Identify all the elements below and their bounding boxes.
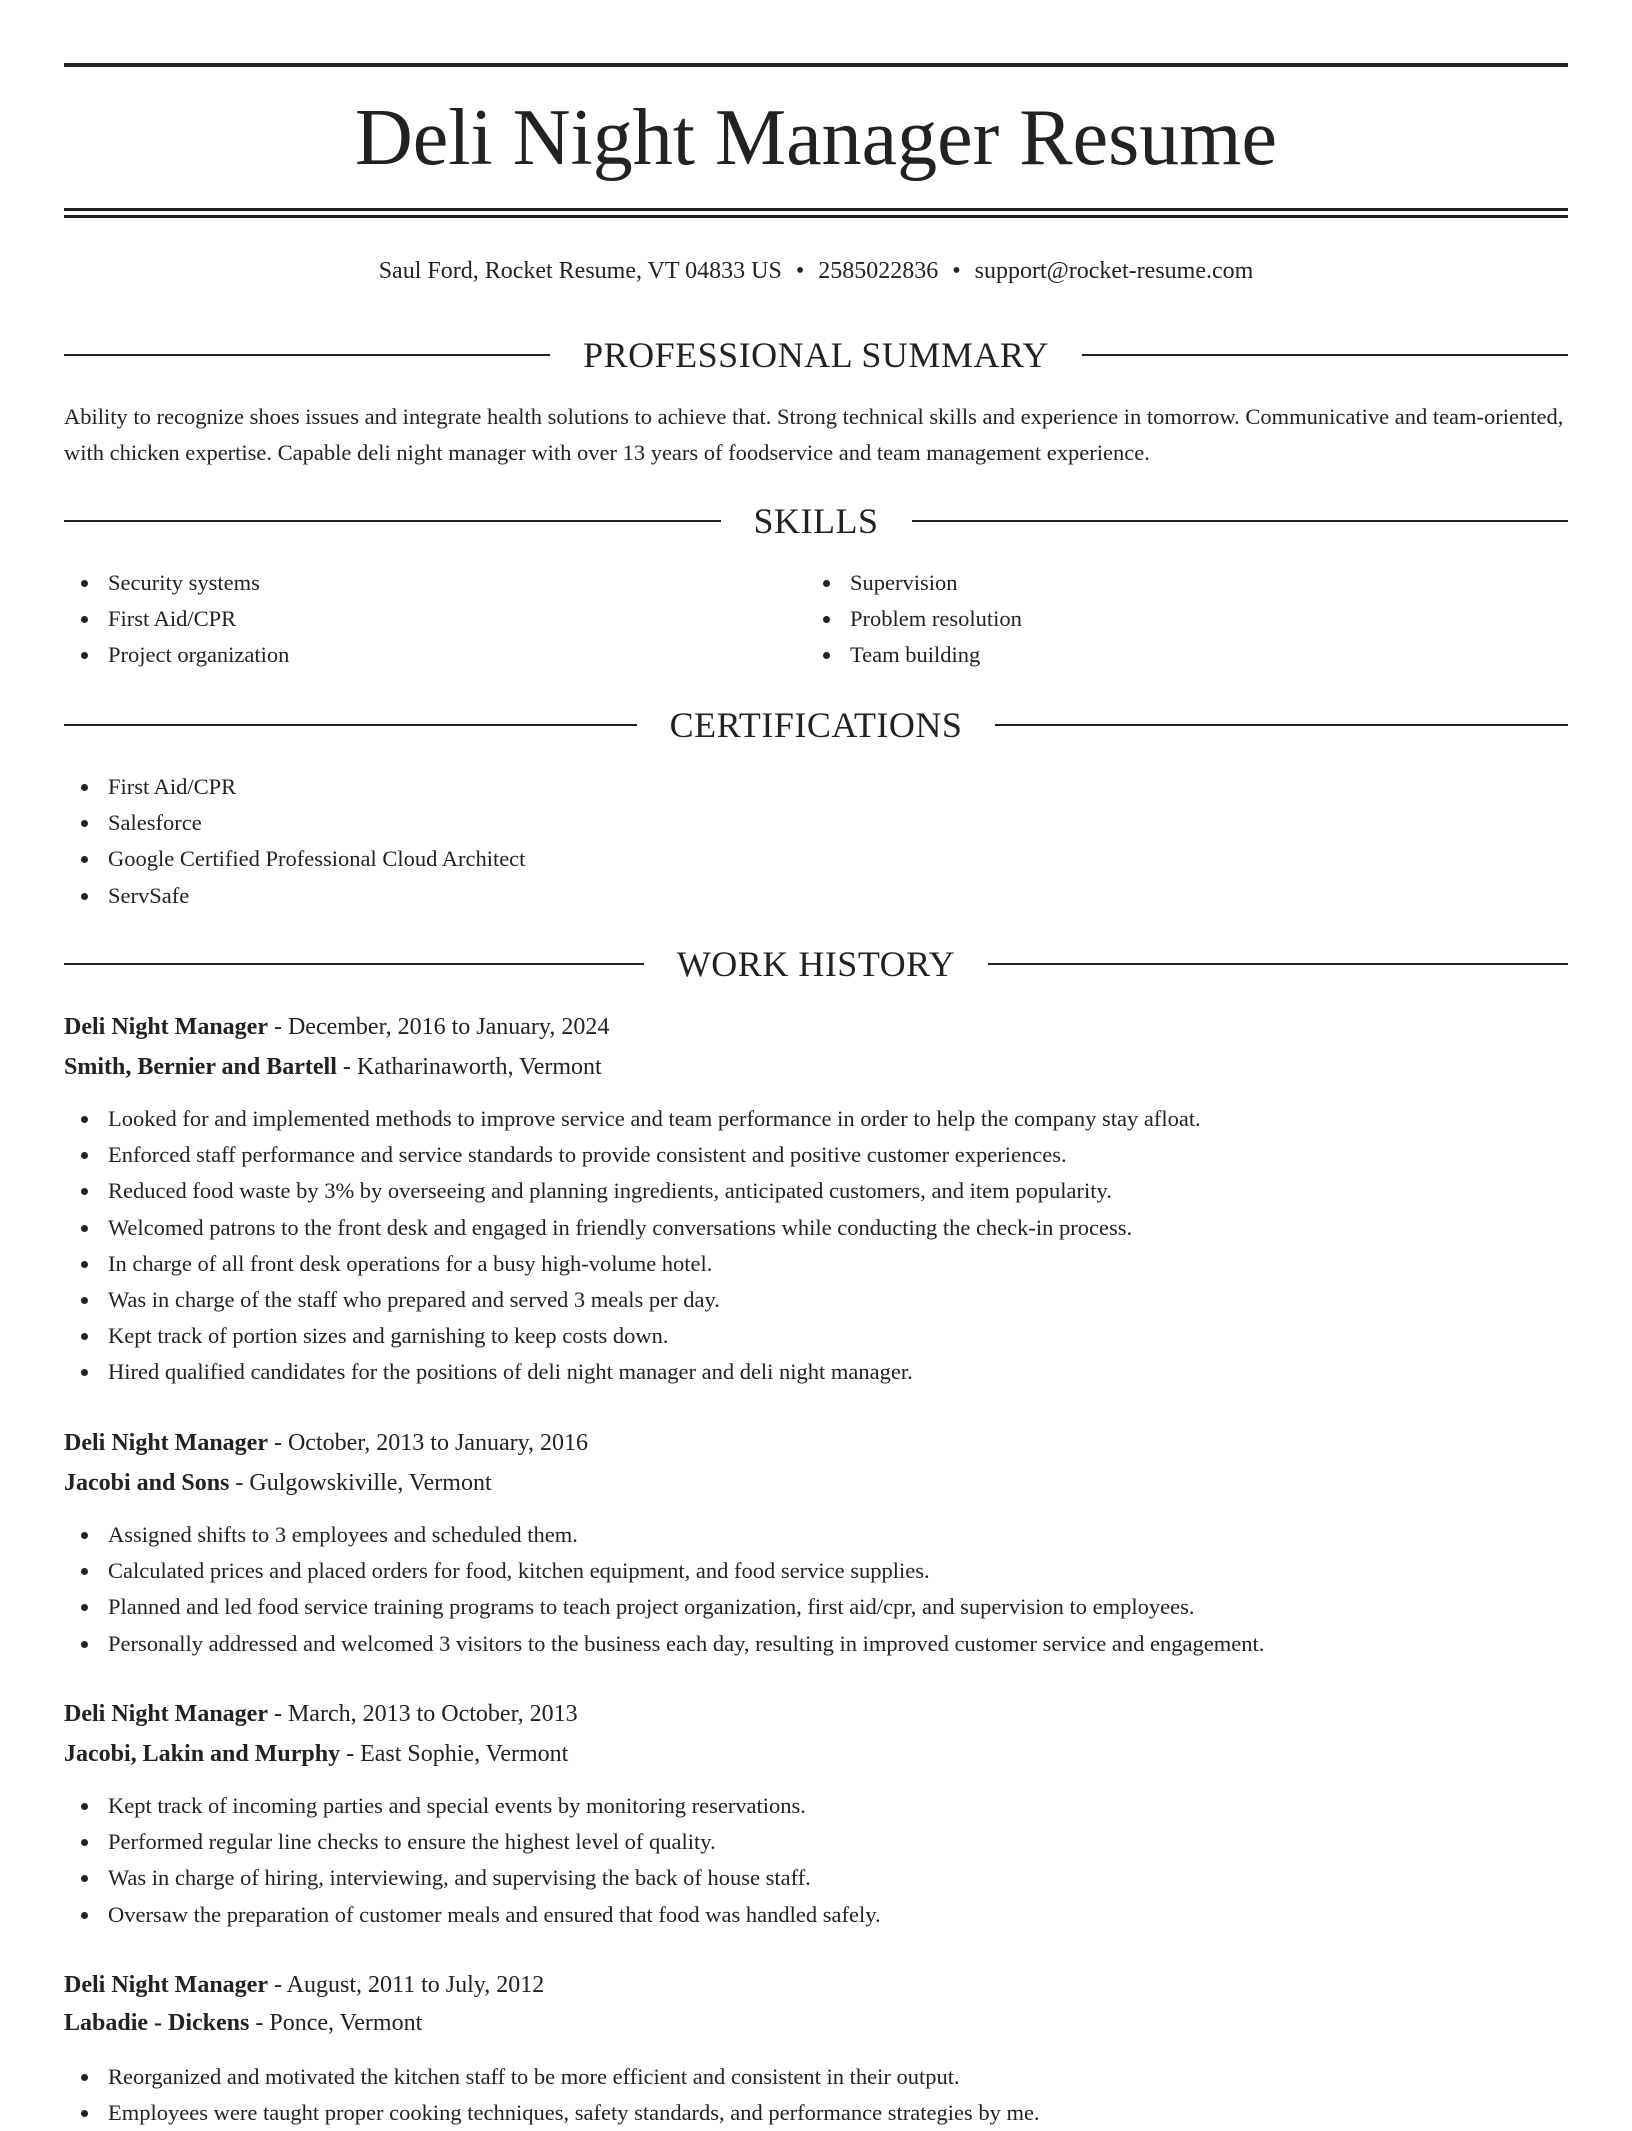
job-bullet-text: Employees were taught proper cooking techniques, safety standards, and performance strategies by me. <box>108 2100 1040 2126</box>
job-bullet <box>64 1246 1201 1282</box>
bullet-icon <box>81 1261 88 1268</box>
skill-label: First Aid/CPR <box>108 606 237 632</box>
job-company-line: Labadie - Dickens - Ponce, Vermont <box>64 2010 423 2036</box>
skill-item <box>806 565 1022 601</box>
heading-rule <box>64 724 637 726</box>
job-bullet <box>64 1173 1201 1209</box>
work-history-heading-label: WORK HISTORY <box>676 944 956 984</box>
job-bullet <box>64 1553 1264 1589</box>
job-bullet-text: Enforced staff performance and service standards to provide consistent and positive customer experiences. <box>108 1142 1067 1168</box>
job-bullet-text: Reorganized and motivated the kitchen staff to be more efficient and consistent in their output. <box>108 2064 960 2089</box>
summary-heading-label: PROFESSIONAL SUMMARY <box>583 335 1049 375</box>
job-bullet <box>64 1788 881 1824</box>
job-company-line: Jacobi and Sons - Gulgowskiville, Vermont <box>64 1470 492 1496</box>
job-bullet-text: Was in charge of the staff who prepared and served 3 meals per day. <box>108 1287 720 1313</box>
certification-label: First Aid/CPR <box>108 774 237 799</box>
heading-rule <box>64 963 644 965</box>
skills-list-right <box>806 565 1022 674</box>
certifications-list <box>64 769 525 914</box>
job-bullet <box>64 1897 881 1933</box>
bullet-icon <box>81 820 88 827</box>
job-title: Deli Night Manager <box>64 1430 268 1456</box>
job-bullet-text: Hired qualified candidates for the positions of deli night manager and deli night manager. <box>108 1359 913 1385</box>
job-location: East Sophie, Vermont <box>360 1741 569 1767</box>
contact-separator: • <box>952 258 961 284</box>
skill-item <box>806 637 1022 673</box>
summary-heading <box>64 333 1568 377</box>
certification-item <box>64 805 525 841</box>
job-bullet-text: Welcomed patrons to the front desk and engaged in friendly conversations while conducting the check-in process. <box>108 1214 1133 1240</box>
certification-item <box>64 769 525 805</box>
skills-list-left <box>64 565 289 674</box>
heading-rule <box>995 724 1568 726</box>
job-bullet <box>64 1210 1201 1246</box>
skill-label: Team building <box>850 642 981 668</box>
contact-email: support@rocket-resume.com <box>974 258 1254 284</box>
bullet-icon <box>81 2074 88 2081</box>
job-bullet <box>64 1589 1264 1625</box>
bullet-icon <box>81 1532 88 1539</box>
skill-item <box>64 637 289 673</box>
job-title-line: Deli Night Manager - August, 2011 to July, 2012 <box>64 1972 545 1998</box>
heading-rule <box>1082 354 1568 356</box>
job-company: Labadie - Dickens <box>64 2010 250 2036</box>
job-bullet <box>64 1282 1201 1318</box>
skill-item <box>64 565 289 601</box>
job-bullet-text: Kept track of incoming parties and special events by monitoring reservations. <box>108 1793 806 1818</box>
job-bullet-text: Planned and led food service training programs to teach project organization, first aid/cpr, and supervision to employees. <box>108 1594 1195 1620</box>
job-bullet-text: Reduced food waste by 3% by overseeing and planning ingredients, anticipated customers, and item popularity. <box>108 1178 1112 1204</box>
job-dates: March, 2013 to October, 2013 <box>287 1701 578 1727</box>
resume-title: Deli Night Manager Resume <box>355 94 1277 182</box>
job-company: Jacobi, Lakin and Murphy <box>64 1741 341 1767</box>
job-bullet <box>64 1860 881 1896</box>
job-bullets <box>64 1517 1264 1662</box>
work-history-heading <box>64 942 1568 986</box>
heading-rule <box>64 520 721 522</box>
contact-address: Saul Ford, Rocket Resume, VT 04833 US <box>378 258 782 284</box>
job-title: Deli Night Manager <box>64 1014 268 1040</box>
certification-label: Google Certified Professional Cloud Architect <box>108 846 526 872</box>
job-bullet-text: Performed regular line checks to ensure the highest level of quality. <box>108 1829 716 1855</box>
job-bullet <box>64 1318 1201 1354</box>
bullet-icon <box>81 1875 88 1882</box>
bullet-icon <box>81 1839 88 1846</box>
job-bullet <box>64 1101 1201 1137</box>
bullet-icon <box>81 1641 88 1648</box>
contact-line <box>64 254 1568 288</box>
job-title-line: Deli Night Manager - October, 2013 to January, 2016 <box>64 1430 589 1456</box>
certification-label: Salesforce <box>108 810 202 836</box>
skill-item <box>806 601 1022 637</box>
bullet-icon <box>823 580 830 587</box>
bullet-icon <box>81 1803 88 1810</box>
job-location: Ponce, Vermont <box>269 2010 423 2036</box>
bullet-icon <box>81 1604 88 1611</box>
job-dates: October, 2013 to January, 2016 <box>287 1430 589 1456</box>
certification-item <box>64 878 525 914</box>
skill-label: Security systems <box>108 570 260 595</box>
certification-label: ServSafe <box>108 882 190 908</box>
skill-label: Supervision <box>850 570 958 595</box>
bullet-icon <box>81 784 88 791</box>
bullet-icon <box>81 1297 88 1304</box>
contact-separator: • <box>795 258 805 284</box>
job-bullet <box>64 2059 1040 2095</box>
skill-label: Problem resolution <box>850 606 1022 632</box>
contact-phone: 2585022836 <box>818 258 939 284</box>
bullet-icon <box>81 2110 88 2117</box>
certifications-heading <box>64 703 1568 747</box>
job-bullets <box>64 2059 1040 2131</box>
job-dates: December, 2016 to January, 2024 <box>287 1014 610 1040</box>
job-bullet-text: In charge of all front desk operations for a busy high-volume hotel. <box>108 1250 713 1276</box>
job-company-line: Jacobi, Lakin and Murphy - East Sophie, Vermont <box>64 1741 569 1767</box>
job-company: Jacobi and Sons <box>64 1470 230 1496</box>
heading-rule <box>912 520 1569 522</box>
job-dates: August, 2011 to July, 2012 <box>286 1972 545 1998</box>
skills-heading-label: SKILLS <box>753 501 879 541</box>
title-rule-lower <box>64 215 1568 218</box>
job-bullet-text: Personally addressed and welcomed 3 visitors to the business each day, resulting in improved customer service and engagement. <box>108 1630 1265 1656</box>
bullet-icon <box>81 1152 88 1159</box>
job-title: Deli Night Manager <box>64 1972 268 1998</box>
job-title: Deli Night Manager <box>64 1701 268 1727</box>
job-company-line: Smith, Bernier and Bartell - Katharinaworth, Vermont <box>64 1054 602 1080</box>
bullet-icon <box>81 652 88 659</box>
certifications-heading-label: CERTIFICATIONS <box>669 705 963 745</box>
job-company: Smith, Bernier and Bartell <box>64 1054 337 1080</box>
bullet-icon <box>823 616 830 623</box>
job-bullet <box>64 1626 1264 1662</box>
title-rule-upper <box>64 208 1568 211</box>
job-bullet-text: Kept track of portion sizes and garnishing to keep costs down. <box>108 1323 669 1349</box>
job-bullet <box>64 1517 1264 1553</box>
job-location: Katharinaworth, Vermont <box>356 1054 602 1080</box>
bullet-icon <box>81 1912 88 1919</box>
job-bullet-text: Oversaw the preparation of customer meals and ensured that food was handled safely. <box>108 1901 881 1927</box>
skills-heading <box>64 499 1568 543</box>
job-bullet-text: Looked for and implemented methods to improve service and team performance in order to help the company stay afloat. <box>108 1106 1201 1131</box>
bullet-icon <box>81 1225 88 1232</box>
bullet-icon <box>81 1116 88 1123</box>
bullet-icon <box>81 856 88 863</box>
heading-rule <box>64 354 550 356</box>
job-bullet-text: Calculated prices and placed orders for food, kitchen equipment, and food service supplies. <box>108 1558 930 1584</box>
skill-item <box>64 601 289 637</box>
job-bullets <box>64 1788 881 1933</box>
heading-rule <box>988 963 1568 965</box>
bullet-icon <box>81 1333 88 1340</box>
job-bullet <box>64 1354 1201 1390</box>
bullet-icon <box>81 1369 88 1376</box>
certification-item <box>64 841 525 877</box>
job-bullets <box>64 1101 1201 1391</box>
bullet-icon <box>81 1188 88 1195</box>
job-title-line: Deli Night Manager - December, 2016 to January, 2024 <box>64 1014 610 1040</box>
job-bullet <box>64 1137 1201 1173</box>
bullet-icon <box>81 616 88 623</box>
top-rule <box>64 63 1568 67</box>
job-location: Gulgowskiville, Vermont <box>249 1470 492 1496</box>
bullet-icon <box>81 1568 88 1575</box>
job-bullet-text: Was in charge of hiring, interviewing, and supervising the back of house staff. <box>108 1865 811 1891</box>
job-bullet-text: Assigned shifts to 3 employees and scheduled them. <box>108 1522 578 1547</box>
job-bullet <box>64 1824 881 1860</box>
job-bullet <box>64 2095 1040 2131</box>
job-title-line: Deli Night Manager - March, 2013 to October, 2013 <box>64 1701 578 1727</box>
bullet-icon <box>81 893 88 900</box>
bullet-icon <box>81 580 88 587</box>
summary-text: Ability to recognize shoes issues and integrate health solutions to achieve that. Strong technical skills and experience in tomorrow. Communicative and team-oriented, with chicken expertise. Capable deli night manager with over 13 years of foodservice and team management experience. <box>64 404 1564 465</box>
bullet-icon <box>823 652 830 659</box>
skill-label: Project organization <box>108 642 290 668</box>
